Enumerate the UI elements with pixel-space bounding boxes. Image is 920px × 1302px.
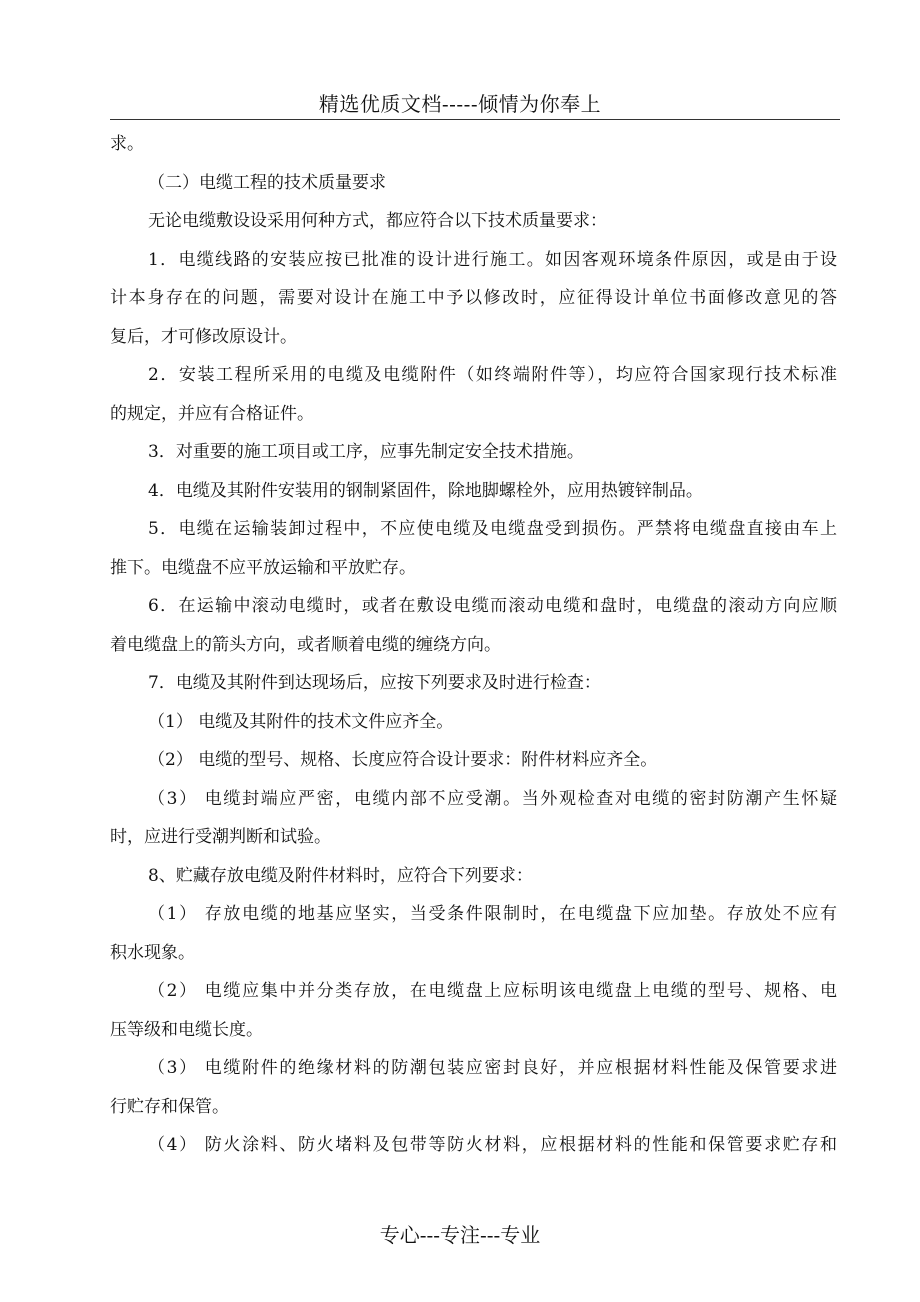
text-line: 8、贮藏存放电缆及附件材料时，应符合下列要求： (148, 865, 533, 886)
text-line: 着电缆盘上的箭头方向，或者顺着电缆的缠绕方向。 (110, 634, 501, 655)
text-line: 计本身存在的问题，需要对设计在施工中予以修改时，应征得设计单位书面修改意见的答 (110, 288, 837, 308)
text-line: 时，应进行受潮判断和试验。 (110, 827, 331, 847)
text-line: 的规定，并应有合格证件。 (110, 403, 314, 424)
text-line: 6．在运输中滚动电缆时，或者在敷设电缆而滚动电缆和盘时，电缆盘的滚动方向应顺 (148, 596, 837, 616)
text-line: （4） 防火涂料、防火堵料及包带等防火材料，应根据材料的性能和保管要求贮存和 (148, 1135, 837, 1155)
page-header: 精选优质文档-----倾情为你奉上 (318, 92, 602, 116)
text-line: 求。 (110, 134, 144, 154)
text-line: 1．电缆线路的安装应按已批准的设计进行施工。如因客观环境条件原因，或是由于设 (148, 249, 837, 270)
section-heading: （二）电缆工程的技术质量要求 (148, 172, 386, 193)
text-line: 无论电缆敷设设采用何种方式，都应符合以下技术质量要求： (148, 211, 607, 231)
text-line: 积水现象。 (110, 942, 195, 963)
text-line: （3） 电缆附件的绝缘材料的防潮包装应密封良好，并应根据材料性能及保管要求进 (148, 1058, 837, 1078)
text-line: 5．电缆在运输装卸过程中，不应使电缆及电缆盘受到损伤。严禁将电缆盘直接由车上 (148, 519, 837, 539)
header-divider (110, 119, 840, 120)
text-line: 7．电缆及其附件到达现场后，应按下列要求及时进行检查： (148, 673, 601, 693)
document-body (110, 125, 837, 1165)
text-line: 行贮存和保管。 (110, 1096, 229, 1117)
page-footer: 专心---专注---专业 (379, 1223, 541, 1247)
text-line: 3．对重要的施工项目或工序，应事先制定安全技术措施。 (148, 442, 584, 462)
text-line: （3） 电缆封端应严密，电缆内部不应受潮。当外观检查对电缆的密封防潮产生怀疑 (148, 788, 837, 809)
text-line: 推下。电缆盘不应平放运输和平放贮存。 (110, 557, 416, 578)
text-line: （1） 存放电缆的地基应坚实，当受条件限制时，在电缆盘下应加垫。存放处不应有 (148, 904, 837, 924)
text-line: 压等级和电缆长度。 (110, 1019, 263, 1040)
text-line: 2．安装工程所采用的电缆及电缆附件（如终端附件等），均应符合国家现行技术标准 (148, 365, 837, 385)
text-line: 复后，才可修改原设计。 (110, 326, 297, 347)
text-line: 4．电缆及其附件安装用的钢制紧固件，除地脚螺栓外，应用热镀锌制品。 (148, 480, 703, 501)
text-line: （1） 电缆及其附件的技术文件应齐全。 (148, 711, 454, 732)
text-line: （2） 电缆应集中并分类存放，在电缆盘上应标明该电缆盘上电缆的型号、规格、电 (148, 981, 837, 1001)
text-line: （2） 电缆的型号、规格、长度应符合设计要求：附件材料应齐全。 (148, 750, 658, 770)
